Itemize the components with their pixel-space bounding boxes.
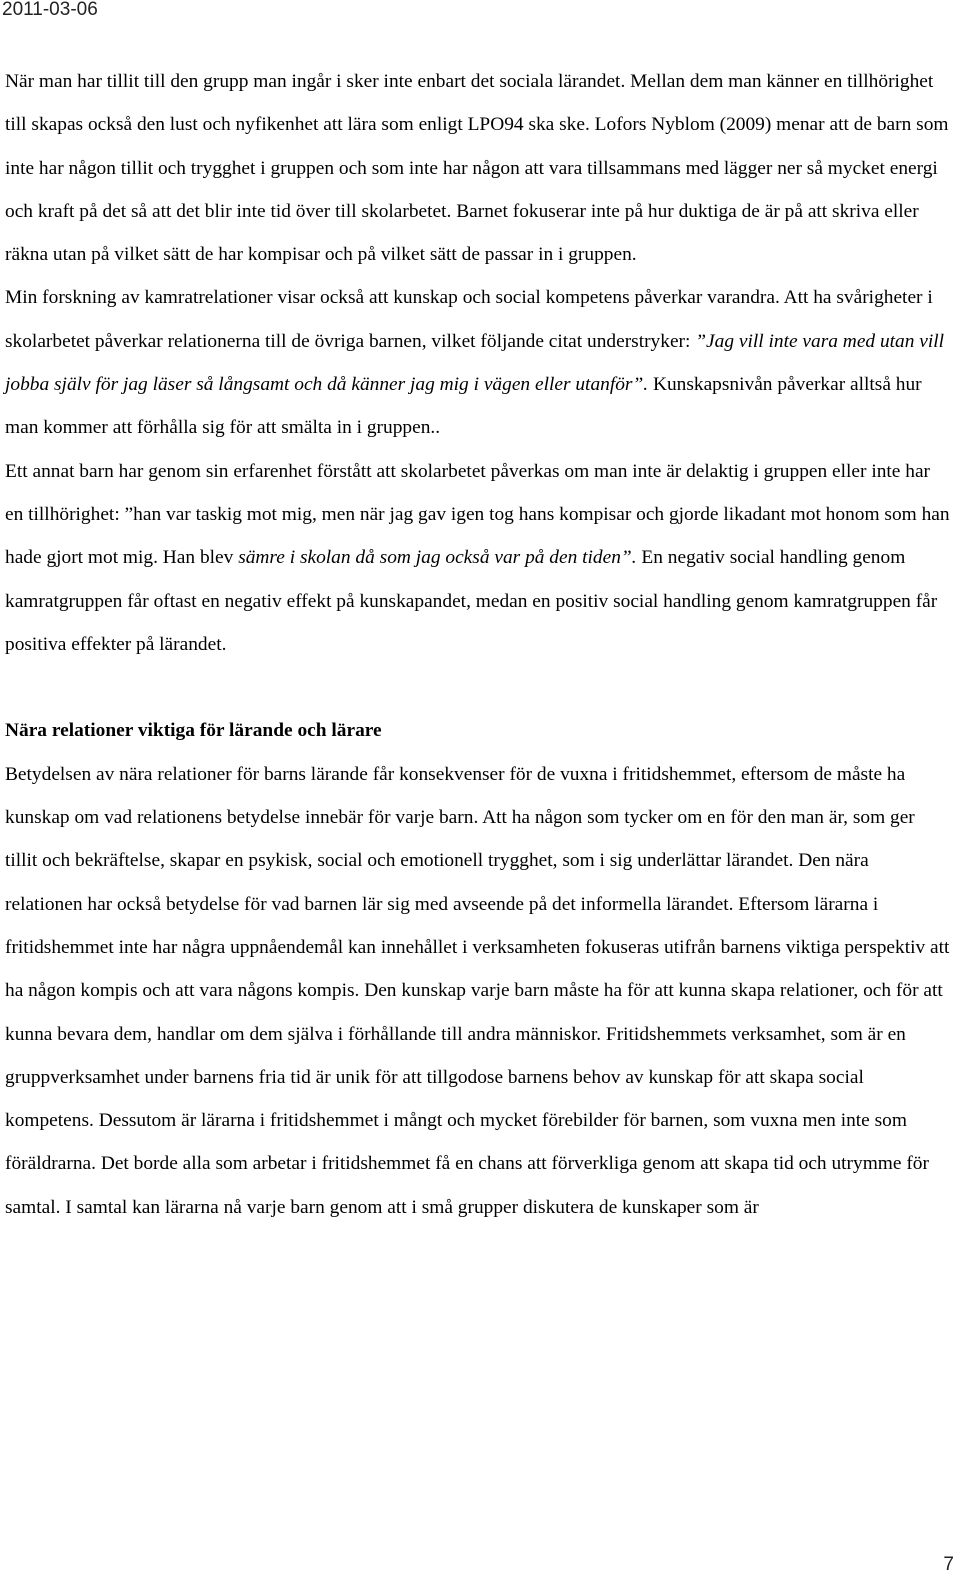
paragraph-3 xyxy=(5,450,950,666)
paragraph-2 xyxy=(5,276,950,449)
document-body xyxy=(5,60,950,1229)
paragraph-3-quote: sämre i skolan då som jag också var på den tiden”. xyxy=(238,547,637,569)
section-heading: Nära relationer viktiga för lärande och lärare xyxy=(5,720,382,742)
paragraph-3-text-a: Ett annat barn har genom sin erfarenhet förstått att skolarbetet påverkas om man inte är delaktig i gruppen eller inte har en tillhörighet: ”han var taskig mot mig, men när jag gav igen tog hans kompisar och gjorde likadant mot honom som han hade gjort mot mig. Han blev xyxy=(5,460,950,569)
paragraph-2-quote: ”Jag vill inte vara med utan vill jobba själv för jag läser så långsamt och då känner jag mig i vägen eller utanför”. xyxy=(5,330,945,396)
paragraph-1-text: När man har tillit till den grupp man ingår i sker inte enbart det sociala lärandet. Mellan dem man känner en tillhörighet till skapas också den lust och nyfikenhet att lära som enligt LPO94 ska ske. Lofors Nyblom (2009) menar att de barn som inte har någon tillit och trygghet i gruppen och som inte har någon att vara tillsammans med lägger ner så mycket energi och kraft på det så att det blir inte tid över till skolarbetet. Barnet fokuserar inte på hur duktiga de är på att skriva eller räkna utan på vilket sätt de har kompisar och på vilket sätt de passar in i gruppen. xyxy=(5,71,949,266)
paragraph-1 xyxy=(5,60,950,276)
paragraph-3-text-b: En negativ social handling genom kamratgruppen får oftast en negativ effekt på kunskapandet, medan en positiv social handling genom kamratgruppen får positiva effekter på lärandet. xyxy=(5,547,938,655)
paragraph-2-text-b: Kunskapsnivån påverkar alltså hur man kommer att förhålla sig för att smälta in i gruppen.. xyxy=(5,374,922,439)
header-date: 2011-03-06 xyxy=(2,0,98,20)
page-number: 7 xyxy=(943,1554,954,1575)
paragraph-2-text-a: Min forskning av kamratrelationer visar också att kunskap och social kompetens påverkar varandra. Att ha svårigheter i skolarbetet påverkar relationerna till de övriga barnen, vilket följande citat understryker: xyxy=(5,287,933,352)
section-body: Betydelsen av nära relationer för barns lärande får konsekvenser för de vuxna i fritidshemmet, eftersom de måste ha kunskap om vad relationens betydelse innebär för varje barn. Att ha någon som tycker om en för den man är, som ger tillit och bekräftelse, skapar en psykisk, social och emotionell trygghet, som i sig underlättar lärandet. Den nära relationen har också betydelse för vad barnen lär sig med avseende på det informella lärandet. Eftersom lärarna i fritidshemmet inte har några uppnåendemål kan innehållet i verksamheten fokuseras utifrån barnens viktiga perspektiv att ha någon kompis och att vara någons kompis. Den kunskap varje barn måste ha för att kunna skapa relationer, och för att kunna bevara dem, handlar om dem själva i förhållande till andra människor. Fritidshemmets verksamhet, som är en gruppverksamhet under barnens fria tid är unik för att tillgodose barnens behov av kunskap för att skapa social kompetens. Dessutom är lärarna i fritidshemmet i mångt och mycket förebilder för barnen, som vuxna men inte som föräldrarna. Det borde alla som arbetar i fritidshemmet få en chans att förverkliga genom att skapa tid och utrymme för samtal. I samtal kan lärarna nå varje barn genom att i små grupper diskutera de kunskaper som är xyxy=(5,763,950,1218)
